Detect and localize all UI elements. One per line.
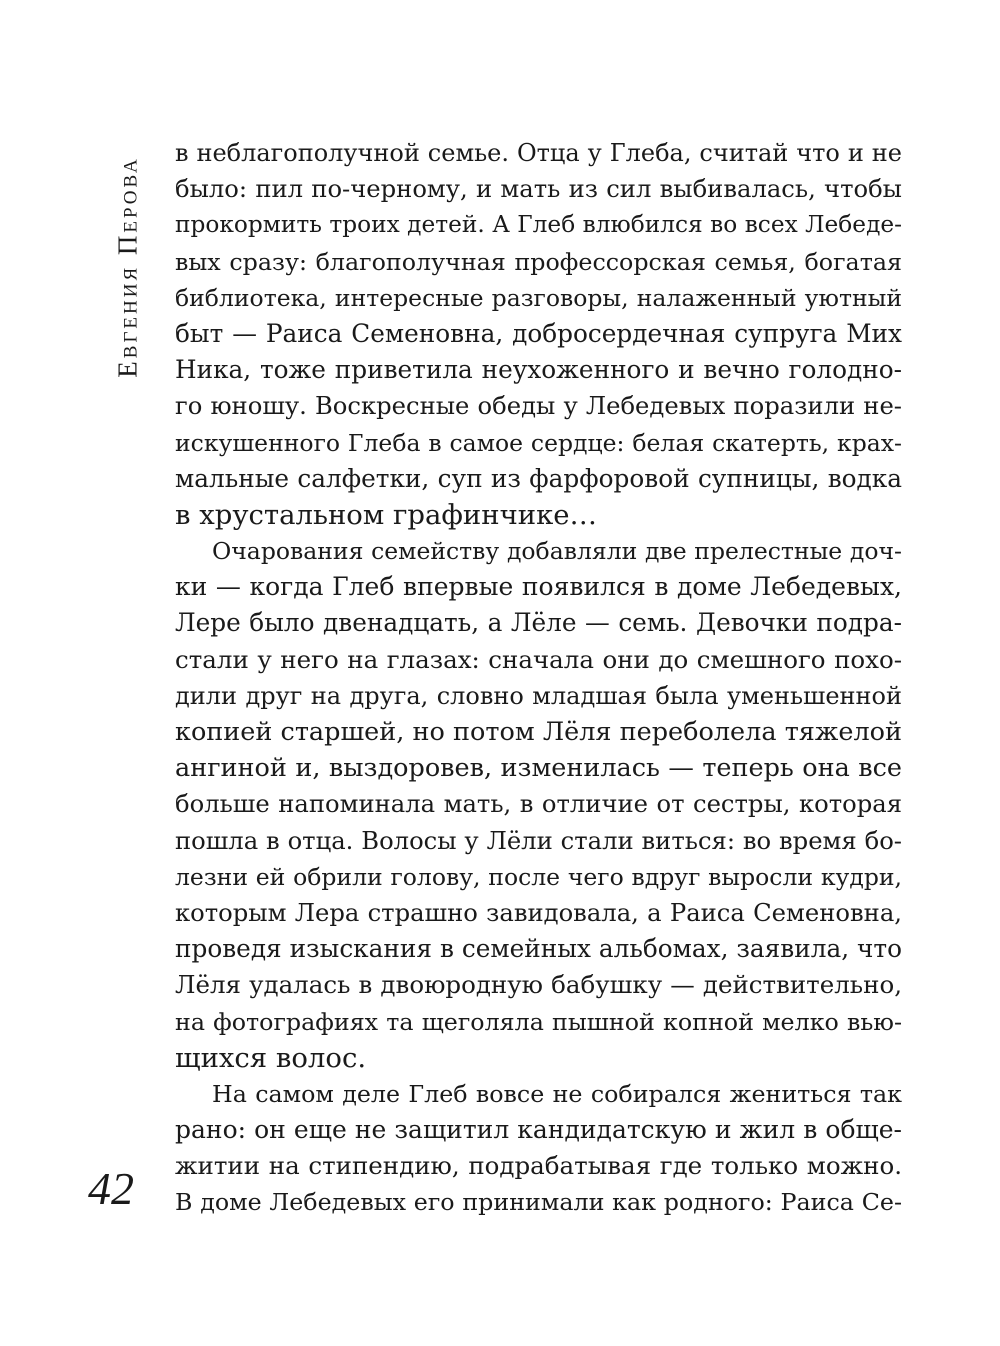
text-line: быт — Раиса Семеновна, добросердечная супруга Мих bbox=[175, 318, 902, 348]
text-line: в хрустальном графинчике… bbox=[175, 498, 598, 531]
text-line: на фотографиях та щеголяла пышной копной мелко вью- bbox=[175, 1007, 902, 1036]
text-line: рано: он еще не защитил кандидатскую и жил в обще- bbox=[175, 1115, 902, 1145]
author-name: Евгения Перова bbox=[112, 156, 143, 378]
text-line: Лере было двенадцать, а Лёле — семь. Девочки подра- bbox=[175, 608, 902, 638]
text-line: которым Лера страшно завидовала, а Раиса Семеновна, bbox=[175, 897, 902, 927]
text-line: ангиной и, выздоровев, изменилась — теперь она все bbox=[175, 753, 902, 784]
text-line: стали у него на глазах: сначала они до смешного похо- bbox=[175, 644, 902, 674]
text-line: вых сразу: благополучная профессорская семья, богатая bbox=[175, 247, 902, 276]
text-line: го юношу. Воскресные обеды у Лебедевых поразили не- bbox=[175, 391, 902, 421]
text-line: Ника, тоже приветила неухоженного и вечно голодно- bbox=[175, 355, 902, 385]
text-line: библиотека, интересные разговоры, налаженный уютный bbox=[175, 283, 902, 312]
text-line: житии на стипендию, подрабатывая где только можно. bbox=[175, 1151, 902, 1181]
text-line: В доме Лебедевых его принимали как родного: Раиса Се- bbox=[175, 1188, 902, 1217]
text-line: в неблагополучной семье. Отца у Глеба, считай что и не bbox=[175, 139, 902, 167]
text-line: дили друг на друга, словно младшая была уменьшенной bbox=[175, 681, 902, 710]
text-line: копией старшей, но потом Лёля переболела тяжелой bbox=[175, 717, 902, 747]
text-line: пошла в отца. Волосы у Лёли стали виться: во время бо- bbox=[175, 825, 902, 855]
text-line: щихся волос. bbox=[175, 1041, 367, 1074]
text-line: Очарования семейству добавляли две прелестные доч- bbox=[212, 537, 902, 566]
text-line: больше напоминала мать, в отличие от сестры, которая bbox=[175, 789, 902, 819]
text-line: проведя изыскания в семейных альбомах, заявила, что bbox=[175, 934, 902, 964]
text-line: На самом деле Глеб вовсе не собирался жениться так bbox=[212, 1079, 902, 1108]
page-number: 42 bbox=[88, 1163, 134, 1214]
text-line: прокормить троих детей. А Глеб влюбился во всех Лебеде- bbox=[175, 211, 902, 239]
text-line: мальные салфетки, суп из фарфоровой супницы, водка bbox=[175, 463, 902, 493]
running-head bbox=[108, 137, 148, 397]
text-line: ки — когда Глеб впервые появился в доме Лебедевых, bbox=[175, 572, 902, 602]
body-text bbox=[175, 135, 902, 1221]
text-line: было: пил по-черному, и мать из сил выбивалась, чтобы bbox=[175, 174, 902, 204]
text-line: искушенного Глеба в самое сердце: белая скатерть, крах- bbox=[175, 428, 902, 457]
text-line: лезни ей обрили голову, после чего вдруг выросли кудри, bbox=[175, 862, 902, 891]
text-line: Лёля удалась в двоюродную бабушку — действительно, bbox=[175, 970, 902, 1000]
